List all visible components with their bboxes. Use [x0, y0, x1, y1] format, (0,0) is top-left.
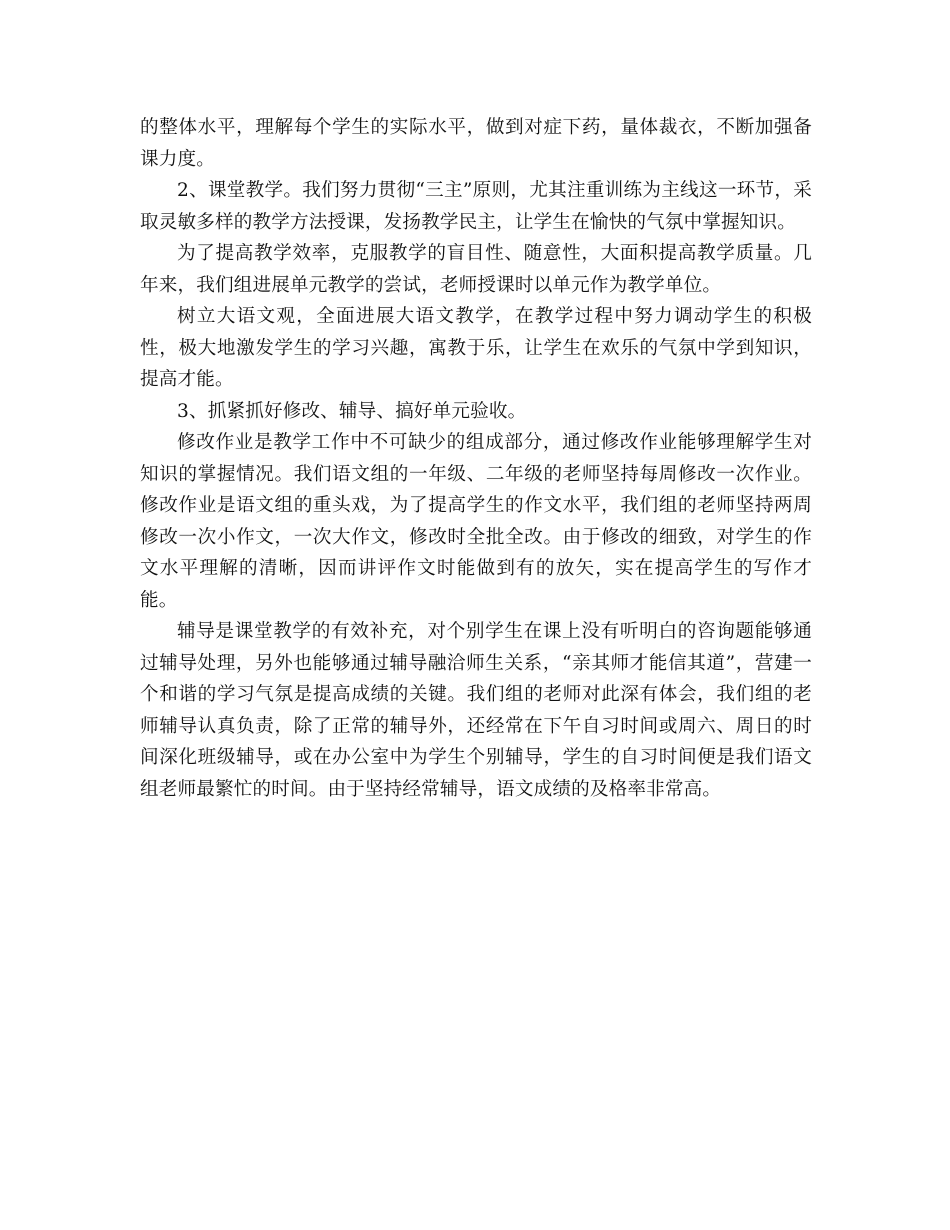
paragraph-homework-revision: 修改作业是教学工作中不可缺少的组成部分，通过修改作业能够理解学生对知识的掌握情况。我们语文组的一年级、二年级的老师坚持每周修改一次作业。修改作业是语文组的重头戏，为了提高学生的作文水平，我们组的老师坚持两周修改一次小作文，一次大作文，修改时全批全改。由于修改的细致，对学生的作文水平理解的清晰，因而讲评作文时能做到有的放矢，实在提高学生的写作才能。 — [140, 432, 812, 611]
document-body — [140, 112, 812, 805]
paragraph-heading-revision: 3、抓紧抓好修改、辅导、搞好单元验收。 — [177, 400, 527, 422]
paragraph-unit-teaching: 为了提高教学效率，克服教学的盲目性、随意性，大面积提高教学质量。几年来，我们组进展单元教学的尝试，老师授课时以单元作为教学单位。 — [140, 243, 812, 296]
paragraph-chinese-view: 树立大语文观，全面进展大语文教学，在教学过程中努力调动学生的积极性，极大地激发学生的学习兴趣，寓教于乐，让学生在欢乐的气氛中学到知识，提高才能。 — [140, 306, 812, 390]
paragraph-classroom-teaching: 2、课堂教学。我们努力贯彻“三主”原则，尤其注重训练为主线这一环节，采取灵敏多样的教学方法授课，发扬教学民主，让学生在愉快的气氛中掌握知识。 — [140, 180, 812, 233]
paragraph-continuation: 的整体水平，理解每个学生的实际水平，做到对症下药，量体裁衣，不断加强备课力度。 — [140, 117, 812, 170]
paragraph-tutoring: 辅导是课堂教学的有效补充，对个别学生在课上没有听明白的咨询题能够通过辅导处理，另外也能够通过辅导融洽师生关系，“亲其师才能信其道”，营建一个和谐的学习气氛是提高成绩的关键。我们组的老师对此深有体会，我们组的老师辅导认真负责，除了正常的辅导外，还经常在下午自习时间或周六、周日的时间深化班级辅导，或在办公室中为学生个别辅导，学生的自习时间便是我们语文组老师最繁忙的时间。由于坚持经常辅导，语文成绩的及格率非常高。 — [140, 621, 812, 800]
